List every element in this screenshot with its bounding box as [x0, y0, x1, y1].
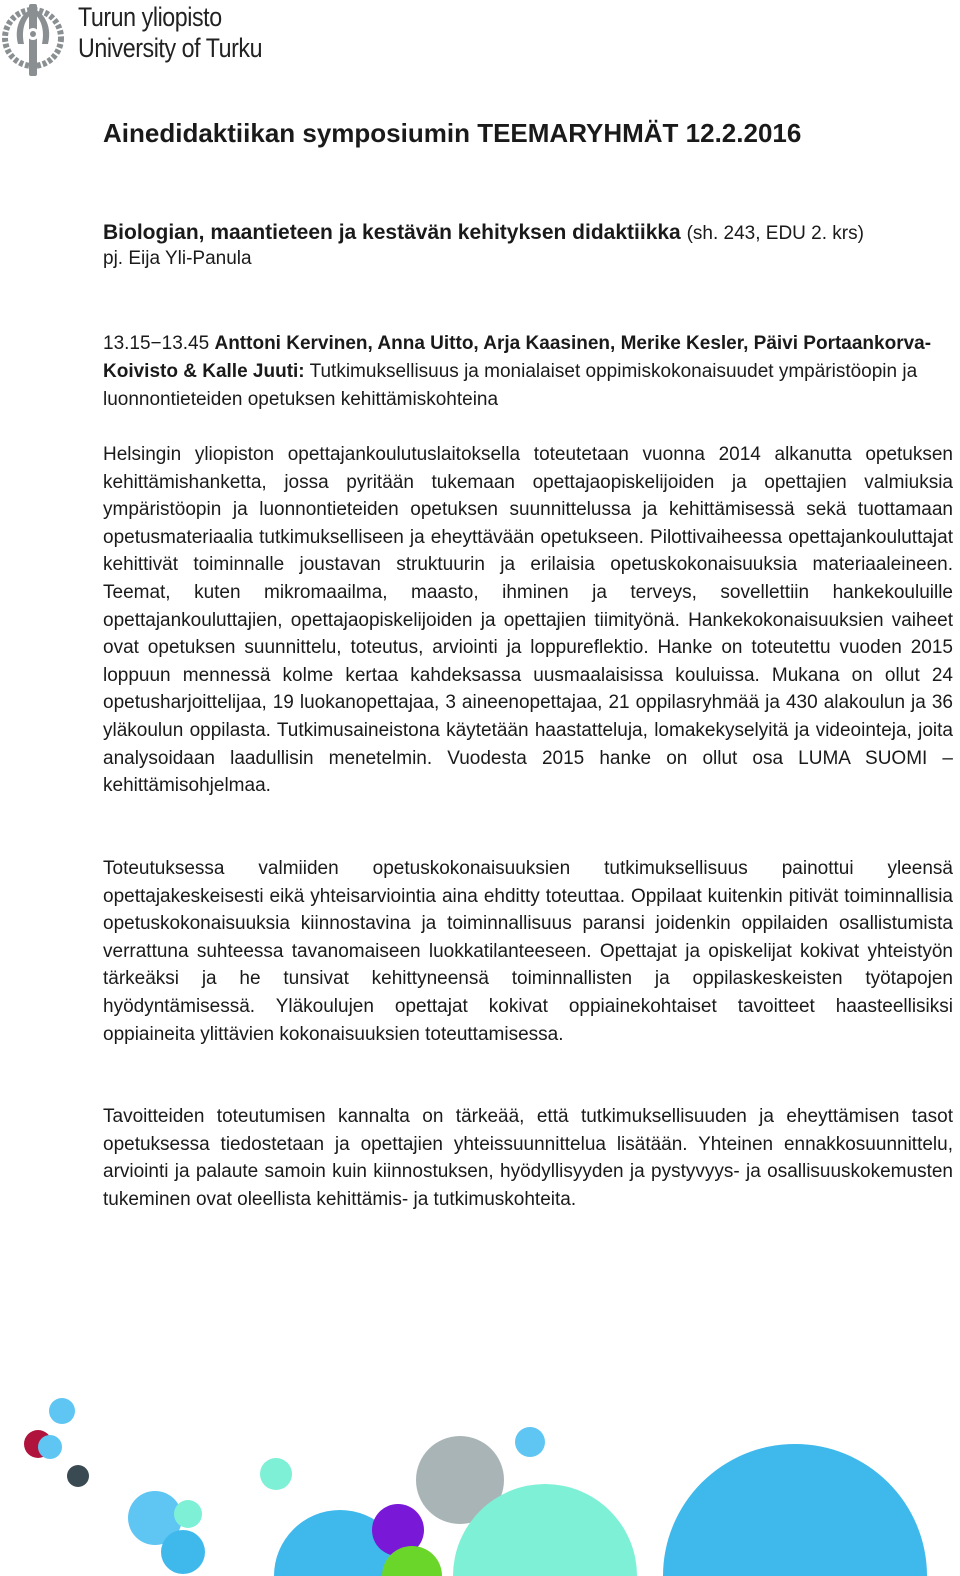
- logo-text-finnish: Turun yliopisto: [78, 2, 222, 32]
- decor-circle: [161, 1530, 205, 1574]
- abstract-paragraph-2: Toteutuksessa valmiiden opetuskokonaisuuksien tutkimuksellisuus painottui yleensä opettajakeskeisesti eikä yhteisarviointia aina ehditty toteuttaa. Oppilaat kuitenkin pitivät toiminnallisia opetuskokonaisuuksia kiinnostavina ja toiminnallisuus paransi joidenkin oppilaiden osallistumista verrattuna suhteessa tavanomaiseen luokkatilanteeseen. Opettajat ja opiskelijat kokivat yhteistyön tärkeäksi ja he tunsivat kehittyneensä toiminnallisten ja oppilaskeskeisten työtapojen hyödyntämisessä. Yläkoulujen opettajat kokivat oppiainekohtaiset tavoitteet haasteellisiksi oppiaineita ylittävien kokonaisuuksien toteuttamisessa.: [103, 858, 953, 1045]
- decor-circle: [260, 1458, 292, 1490]
- decor-circle: [663, 1444, 927, 1576]
- abstract-paragraph-1: Helsingin yliopiston opettajankoulutuslaitoksella toteutetaan vuonna 2014 alkanutta opetuksen kehittämishanketta, jossa pyritään tukemaan opettajaopiskelijoiden ja opettajien valmiuksia ympäristöopin ja luonnontieteiden opetuksen suunnittelussa ja kehittämisessä sekä tuottamaan opetusmateriaalia tutkimukselliseen ja eheyttävään opetukseen. Pilottivaiheessa opettajankouluttajat kehittivät toiminnalle joustavan struktuurin ja erilaisia opetuskokonaisuuksia materiaaleineen. Teemat, kuten mikromaailma, maasto, ihminen ja terveys, sovellettiin hankekouluille opettajankouluttajien, opettajaopiskelijoiden ja opettajien tiimityönä. Hankekokonaisuuksien vaiheet ovat opetuksen suunnittelu, toteutus, arviointi ja loppureflektio. Hanke on toteutettu vuoden 2015 loppuun mennessä kolme kertaa kahdeksassa uusmaalaisissa kouluissa. Mukana on ollut 24 opetusharjoittelijaa, 19 luokanopettajaa, 3 aineenopettajaa, 21 oppilasryhmää ja 430 alakoulun ja 36 yläkoulun oppilasta. Tutkimusaineistona käytetään haastatteluja, lomakekyselyitä ja videointeja, joita analysoidaan laadullisin menetelmin. Vuodesta 2015 hanke on ollut osa LUMA SUOMI – kehittämisohjelmaa.: [103, 444, 953, 797]
- talk-authors: Anttoni Kervinen, Anna Uitto, Arja Kaasinen, Merike Kesler, Päivi Portaankorva-Koivisto & Kalle Juuti:: [103, 333, 932, 382]
- talk-entry: [103, 330, 953, 414]
- document-title: Ainedidaktiikan symposiumin TEEMARYHMÄT 12.2.2016: [103, 118, 802, 148]
- decor-circle: [67, 1465, 89, 1487]
- decorative-circles: [0, 1380, 960, 1576]
- session-chair: pj. Eija Yli-Panula: [103, 248, 252, 269]
- abstract-paragraph-3: Tavoitteiden toteutumisen kannalta on tärkeää, että tutkimuksellisuuden ja eheyttämisen tasot opetuksessa tiedostetaan ja opettajien yhteissuunnittelua lisätään. Yhteinen ennakkosuunnittelu, arviointi ja palaute samoin kuin kiinnostuksen, hyödyllisyyden ja pystyvyys- ja osallisuuskokemusten tukeminen ovat oleellista kehittämis- ja tutkimuskohteita.: [103, 1106, 953, 1210]
- university-logo: [0, 0, 300, 80]
- university-crest-icon: [0, 0, 70, 80]
- decor-circle: [174, 1500, 202, 1528]
- session-heading: [103, 218, 864, 248]
- decor-circle: [38, 1435, 62, 1459]
- session-room: (sh. 243, EDU 2. krs): [686, 223, 864, 244]
- decor-circle: [49, 1398, 75, 1424]
- decor-circle: [515, 1427, 545, 1457]
- session-name: Biologian, maantieteen ja kestävän kehityksen didaktiikka: [103, 221, 681, 244]
- logo-text-english: University of Turku: [78, 33, 263, 63]
- talk-title: Tutkimuksellisuus ja monialaiset oppimiskokonaisuudet ympäristöopin ja luonnontieteiden opetuksen kehittämiskohteina: [103, 361, 918, 410]
- talk-time: 13.15−13.45: [103, 333, 210, 354]
